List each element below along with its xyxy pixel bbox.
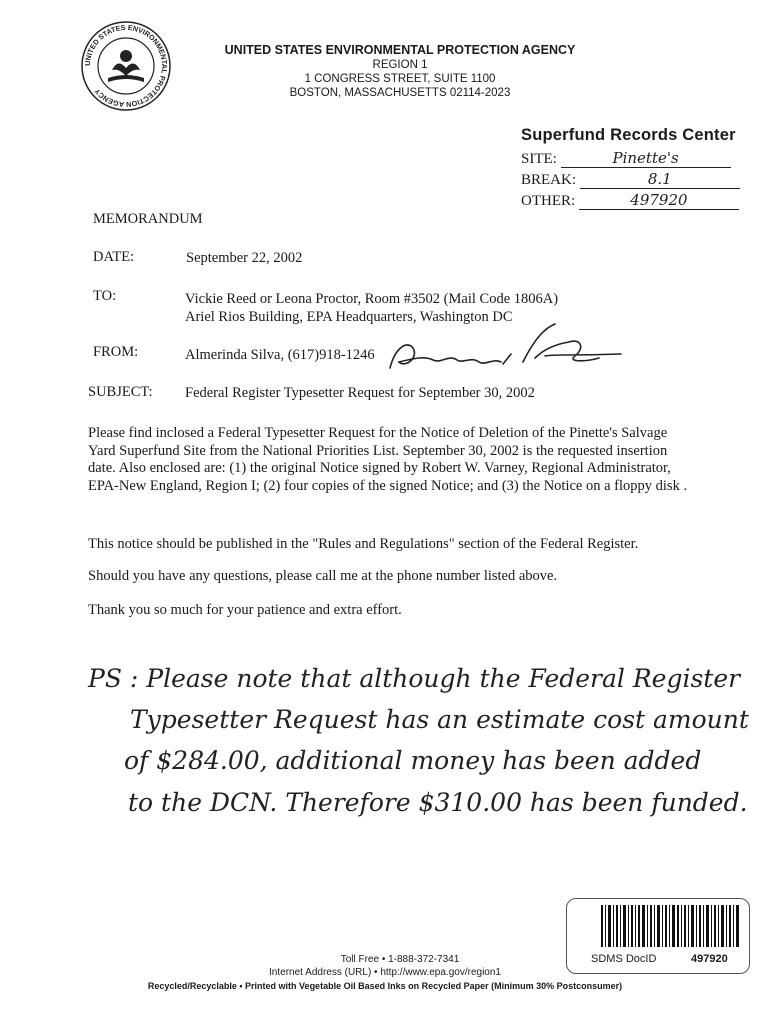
agency-name: UNITED STATES ENVIRONMENTAL PROTECTION AGENCY	[224, 43, 576, 57]
records-site-label: SITE:	[521, 151, 557, 167]
to-line-1: Vickie Reed or Leona Proctor, Room #3502 (Mail Code 1806A)	[185, 291, 559, 307]
records-center-title: Superfund Records Center	[521, 126, 736, 144]
memorandum-heading: MEMORANDUM	[93, 211, 203, 227]
from-value: Almerinda Silva, (617)918-1246	[185, 347, 375, 363]
records-break-label: BREAK:	[521, 172, 577, 188]
sdms-docid-label: SDMS DocID	[591, 953, 657, 965]
signature	[385, 318, 625, 378]
subject-label: SUBJECT:	[88, 384, 153, 400]
seal-ring-text: UNITED STATES ENVIRONMENTAL PROTECTION AGENCY	[82, 22, 170, 110]
records-other-row	[521, 191, 756, 210]
handwritten-ps-line-4: to the DCN. Therefore $310.00 has been funded.	[128, 788, 748, 817]
sdms-docid-value: 497920	[691, 953, 728, 965]
handwritten-ps-line-2: Typesetter Request has an estimate cost amount	[130, 705, 749, 734]
handwritten-ps-line-1: PS : Please note that although the Federal Register	[88, 664, 741, 693]
city-address: BOSTON, MASSACHUSETTS 02114-2023	[289, 87, 511, 99]
footer-recycled: Recycled/Recyclable • Printed with Vegetable Oil Based Inks on Recycled Paper (Minimum 30% Postconsumer)	[147, 981, 623, 991]
body-paragraph-4: Thank you so much for your patience and extra effort.	[88, 602, 402, 618]
subject-value: Federal Register Typesetter Request for September 30, 2002	[185, 385, 535, 401]
records-site-row	[521, 149, 756, 168]
records-site-value: Pinette's	[561, 149, 731, 168]
street-address: 1 CONGRESS STREET, SUITE 1100	[304, 73, 496, 85]
records-other-label: OTHER:	[521, 193, 576, 209]
body-paragraph-3: Should you have any questions, please call me at the phone number listed above.	[88, 568, 558, 584]
body-paragraph-1: Please find inclosed a Federal Typesetter Request for the Notice of Deletion of the Pinette's Salvage Yard Superfund Site from the National Priorities List. September 30, 2002 is the requested insertion date. Also enclosed are: (1) the original Notice signed by Robert W. Varney, Regional Administrator, EPA-New England, Region I; (2) four copies of the signed Notice; and (3) the Notice on a floppy disk .	[88, 425, 688, 494]
date-value: September 22, 2002	[186, 250, 303, 266]
footer-toll-free: Toll Free • 1-888-372-7341	[340, 954, 460, 965]
to-line-2: Ariel Rios Building, EPA Headquarters, Washington DC	[185, 309, 513, 325]
date-label: DATE:	[93, 249, 135, 265]
body-paragraph-2: This notice should be published in the "Rules and Regulations" section of the Federal Register.	[88, 536, 639, 552]
region-line: REGION 1	[372, 59, 428, 71]
footer-internet: Internet Address (URL) • http://www.epa.gov/region1	[269, 967, 501, 978]
records-center-stamp	[521, 126, 756, 210]
handwritten-ps-line-3: of $284.00, additional money has been added	[124, 746, 702, 775]
records-break-row	[521, 170, 756, 189]
records-other-value: 497920	[579, 191, 739, 210]
barcode	[601, 905, 741, 947]
to-label: TO:	[93, 288, 117, 304]
records-break-value: 8.1	[580, 170, 740, 189]
from-label: FROM:	[93, 344, 139, 360]
